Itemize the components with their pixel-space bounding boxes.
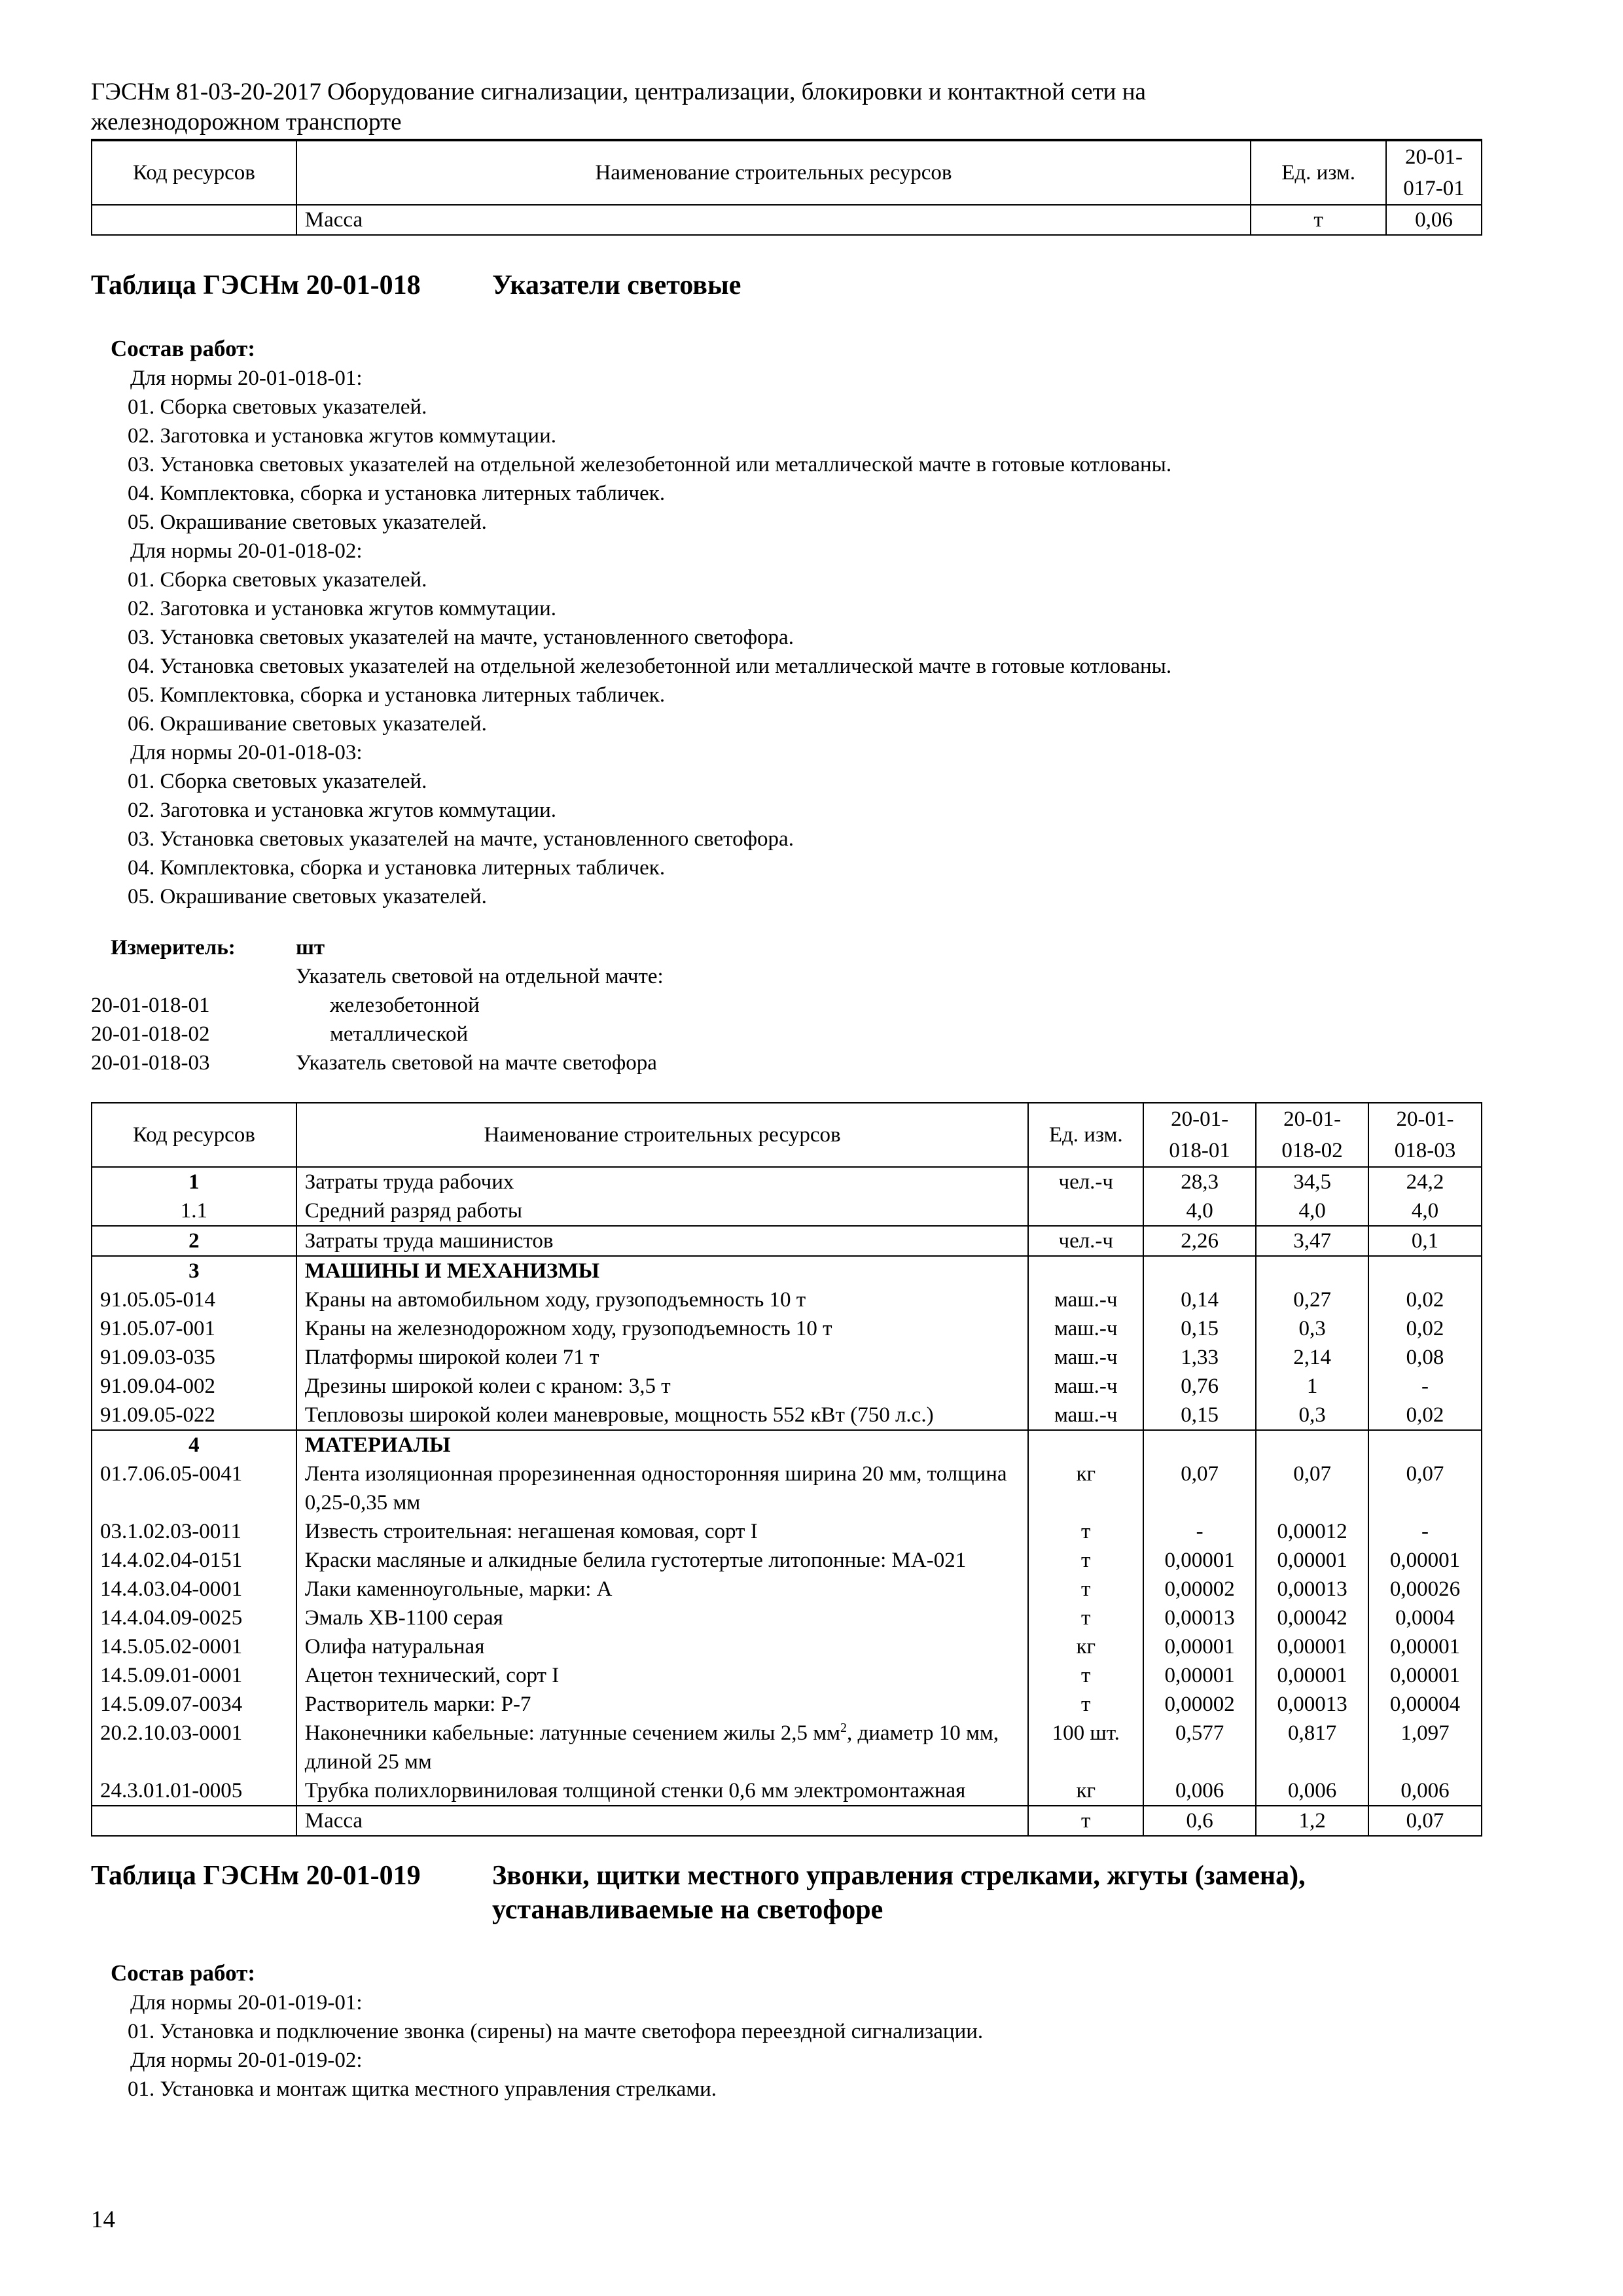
works-norm-heading: Для нормы 20-01-018-01: bbox=[130, 367, 363, 390]
cell-value-01: 4,0 bbox=[1143, 1196, 1256, 1226]
cell-code: 91.09.03-035 bbox=[92, 1343, 296, 1372]
table-row bbox=[92, 1460, 1482, 1517]
works-step: 01. Сборка световых указателей. bbox=[128, 568, 427, 592]
works-step: 03. Установка световых указателей на отдельной железобетонной или металлической мачте в готовые котлованы. bbox=[128, 453, 1172, 476]
cell-name: Известь строительная: негашеная комовая, сорт I bbox=[296, 1517, 1029, 1546]
table-018-resources bbox=[91, 1102, 1482, 1837]
cell-value-03: 0,07 bbox=[1368, 1806, 1482, 1836]
table-019-works-title: Состав работ: bbox=[111, 1960, 255, 1986]
cell-value-02: 1 bbox=[1256, 1372, 1368, 1401]
cell-code: 14.4.04.09-0025 bbox=[92, 1604, 296, 1632]
cell-value-02: 0,3 bbox=[1256, 1314, 1368, 1343]
cell-value-01 bbox=[1143, 1430, 1256, 1460]
table-row bbox=[92, 1661, 1482, 1690]
cell-unit: чел.-ч bbox=[1028, 1226, 1143, 1256]
cell-unit: т bbox=[1028, 1517, 1143, 1546]
table-018-measure-list bbox=[91, 962, 1482, 1077]
cell-code: 14.4.03.04-0001 bbox=[92, 1575, 296, 1604]
measure-text: Указатель световой на отдельной мачте: bbox=[296, 965, 664, 988]
col-header-norm-03: 20-01- 018-03 bbox=[1368, 1103, 1482, 1167]
cell-name: Затраты труда машинистов bbox=[296, 1226, 1029, 1256]
cell-value-03: - bbox=[1368, 1372, 1482, 1401]
cell-value-02: 2,14 bbox=[1256, 1343, 1368, 1372]
works-step: 03. Установка световых указателей на мачте, установленного светофора. bbox=[128, 626, 794, 649]
col-header-norm-02: 20-01- 018-02 bbox=[1256, 1103, 1368, 1167]
cell-name: Масса bbox=[296, 205, 1251, 235]
cell-name: Трубка полихлорвиниловая толщиной стенки 0,6 мм электромонтажная bbox=[296, 1776, 1029, 1806]
table-row bbox=[92, 1719, 1482, 1776]
table-row bbox=[92, 1806, 1482, 1836]
col-header-norm-01: 20-01- 018-01 bbox=[1143, 1103, 1256, 1167]
cell-value-02: 0,00001 bbox=[1256, 1661, 1368, 1690]
cell-code: 24.3.01.01-0005 bbox=[92, 1776, 296, 1806]
table-019-name-line-2: устанавливаемые на светофоре bbox=[492, 1895, 883, 1925]
cell-unit bbox=[1028, 1196, 1143, 1226]
header-line-1: ГЭСНм 81-03-20-2017 Оборудование сигнализации, централизации, блокировки и контактной сети на bbox=[91, 79, 1146, 105]
measure-line bbox=[91, 962, 1482, 991]
measure-line bbox=[91, 991, 1482, 1020]
cell-value-01: 0,00001 bbox=[1143, 1546, 1256, 1575]
cell-unit bbox=[1028, 1256, 1143, 1285]
table-019-works-list bbox=[91, 1988, 1482, 2104]
cell-unit: маш.-ч bbox=[1028, 1372, 1143, 1401]
cell-code: 03.1.02.03-0011 bbox=[92, 1517, 296, 1546]
measure-code: 20-01-018-01 bbox=[91, 994, 210, 1017]
cell-name: Эмаль ХВ-1100 серая bbox=[296, 1604, 1029, 1632]
cell-code: 14.5.09.01-0001 bbox=[92, 1661, 296, 1690]
cell-value-03: 1,097 bbox=[1368, 1719, 1482, 1776]
table-019-name-line-1: Звонки, щитки местного управления стрелками, жгуты (замена), bbox=[492, 1861, 1306, 1891]
cell-value-03: - bbox=[1368, 1517, 1482, 1546]
cell-value-01: 0,6 bbox=[1143, 1806, 1256, 1836]
cell-unit: маш.-ч bbox=[1028, 1285, 1143, 1314]
cell-code: 4 bbox=[92, 1430, 296, 1460]
measure-text: металлической bbox=[330, 1022, 469, 1046]
cell-code: 91.09.05-022 bbox=[92, 1401, 296, 1430]
col-header-code: Код ресурсов bbox=[92, 141, 296, 205]
cell-value-01: 1,33 bbox=[1143, 1343, 1256, 1372]
works-step: 01. Установка и монтаж щитка местного управления стрелками. bbox=[128, 2077, 717, 2101]
works-step: 05. Комплектовка, сборка и установка литерных табличек. bbox=[128, 683, 666, 707]
cell-code: 1.1 bbox=[92, 1196, 296, 1226]
col-header-unit: Ед. изм. bbox=[1028, 1103, 1143, 1167]
cell-value-02: 0,07 bbox=[1256, 1460, 1368, 1517]
table-row bbox=[92, 1343, 1482, 1372]
cell-value-02: 1,2 bbox=[1256, 1806, 1368, 1836]
cell-value-03: 0,006 bbox=[1368, 1776, 1482, 1806]
cell-unit: 100 шт. bbox=[1028, 1719, 1143, 1776]
cell-code: 14.5.05.02-0001 bbox=[92, 1632, 296, 1661]
col-header-name: Наименование строительных ресурсов bbox=[296, 141, 1251, 205]
measure-code bbox=[91, 962, 296, 991]
measure-line bbox=[91, 1020, 1482, 1049]
table-row bbox=[92, 1314, 1482, 1343]
table-row bbox=[92, 1546, 1482, 1575]
works-step: 05. Окрашивание световых указателей. bbox=[128, 885, 487, 908]
col-header-code: Код ресурсов bbox=[92, 1103, 296, 1167]
cell-name: Растворитель марки: Р-7 bbox=[296, 1690, 1029, 1719]
cell-unit: кг bbox=[1028, 1632, 1143, 1661]
cell-value-03: 0,02 bbox=[1368, 1314, 1482, 1343]
measure-code: 20-01-018-03 bbox=[91, 1051, 210, 1075]
col-header-unit: Ед. изм. bbox=[1251, 141, 1386, 205]
table-row bbox=[92, 1226, 1482, 1256]
cell-value-03: 0,00001 bbox=[1368, 1632, 1482, 1661]
works-step: 04. Комплектовка, сборка и установка литерных табличек. bbox=[128, 856, 666, 880]
cell-code: 91.05.07-001 bbox=[92, 1314, 296, 1343]
cell-unit: маш.-ч bbox=[1028, 1343, 1143, 1372]
measure-unit: шт bbox=[296, 936, 325, 960]
cell-value-02: 4,0 bbox=[1256, 1196, 1368, 1226]
cell-name: Средний разряд работы bbox=[296, 1196, 1029, 1226]
cell-code: 91.09.04-002 bbox=[92, 1372, 296, 1401]
works-step: 01. Сборка световых указателей. bbox=[128, 770, 427, 793]
cell-value-03: 0,02 bbox=[1368, 1401, 1482, 1430]
cell-unit: т bbox=[1028, 1661, 1143, 1690]
table-019-title bbox=[91, 1859, 1482, 1927]
cell-name: МАШИНЫ И МЕХАНИЗМЫ bbox=[296, 1256, 1029, 1285]
cell-value-02 bbox=[1256, 1256, 1368, 1285]
cell-value-01: 0,07 bbox=[1143, 1460, 1256, 1517]
cell-value-01: 0,00001 bbox=[1143, 1632, 1256, 1661]
measure-line bbox=[91, 1049, 1482, 1077]
table-row bbox=[92, 1372, 1482, 1401]
cell-name: Наконечники кабельные: латунные сечением жилы 2,5 $мм^2$, диаметр 10 мм, длиной 25 мм bbox=[296, 1719, 1029, 1776]
cell-value-02 bbox=[1256, 1430, 1368, 1460]
cell-name: Платформы широкой колеи 71 т bbox=[296, 1343, 1029, 1372]
cell-name: Масса bbox=[296, 1806, 1029, 1836]
cell-name: Краны на железнодорожном ходу, грузоподъемность 10 т bbox=[296, 1314, 1029, 1343]
cell-value-01: 28,3 bbox=[1143, 1167, 1256, 1196]
table-row bbox=[92, 1430, 1482, 1460]
cell-code: 14.4.02.04-0151 bbox=[92, 1546, 296, 1575]
cell-value-02: 0,00013 bbox=[1256, 1690, 1368, 1719]
works-norm-heading: Для нормы 20-01-019-01: bbox=[130, 1991, 363, 2015]
cell-value-03: 0,00001 bbox=[1368, 1546, 1482, 1575]
table-row bbox=[92, 1517, 1482, 1546]
cell-value-02: 0,00013 bbox=[1256, 1575, 1368, 1604]
cell-value-02: 0,817 bbox=[1256, 1719, 1368, 1776]
cell-name: Олифа натуральная bbox=[296, 1632, 1029, 1661]
cell-unit: т bbox=[1028, 1690, 1143, 1719]
cell-value-03: 0,00001 bbox=[1368, 1661, 1482, 1690]
cell-code: 1 bbox=[92, 1167, 296, 1196]
cell-code: 14.5.09.07-0034 bbox=[92, 1690, 296, 1719]
cell-value-02: 0,27 bbox=[1256, 1285, 1368, 1314]
table-018-title bbox=[91, 268, 1482, 302]
cell-value-03: 0,00004 bbox=[1368, 1690, 1482, 1719]
cell-value-01: 0,00013 bbox=[1143, 1604, 1256, 1632]
top-resources-table bbox=[91, 140, 1482, 236]
cell-value-01: 0,577 bbox=[1143, 1719, 1256, 1776]
cell-value-03 bbox=[1368, 1256, 1482, 1285]
works-norm-heading: Для нормы 20-01-018-02: bbox=[130, 539, 363, 563]
cell-value-01: 0,00002 bbox=[1143, 1690, 1256, 1719]
table-row bbox=[92, 1167, 1482, 1196]
table-row bbox=[92, 1690, 1482, 1719]
cell-value-01: 0,14 bbox=[1143, 1285, 1256, 1314]
cell-value-01 bbox=[1143, 1256, 1256, 1285]
works-step: 02. Заготовка и установка жгутов коммутации. bbox=[128, 597, 557, 620]
cell-code bbox=[92, 205, 296, 235]
cell-value-03: 0,08 bbox=[1368, 1343, 1482, 1372]
cell-name: Краски масляные и алкидные белила густотертые литопонные: МА-021 bbox=[296, 1546, 1029, 1575]
cell-value-02: 0,00001 bbox=[1256, 1632, 1368, 1661]
works-step: 06. Окрашивание световых указателей. bbox=[128, 712, 487, 736]
table-019-number: Таблица ГЭСНм 20-01-019 bbox=[91, 1861, 421, 1891]
cell-name: Дрезины широкой колеи с краном: 3,5 т bbox=[296, 1372, 1029, 1401]
cell-unit: чел.-ч bbox=[1028, 1167, 1143, 1196]
cell-value-02: 34,5 bbox=[1256, 1167, 1368, 1196]
table-row bbox=[92, 1632, 1482, 1661]
cell-unit: т bbox=[1028, 1806, 1143, 1836]
running-header bbox=[91, 77, 1482, 140]
cell-code: 3 bbox=[92, 1256, 296, 1285]
header-line-2: железнодорожном транспорте bbox=[91, 109, 402, 135]
cell-value-02: 0,006 bbox=[1256, 1776, 1368, 1806]
table-019-name bbox=[492, 1859, 1482, 1927]
cell-name: Лента изоляционная прорезиненная односторонняя ширина 20 мм, толщина 0,25-0,35 мм bbox=[296, 1460, 1029, 1517]
col-header-norm: 20-01- 017-01 bbox=[1386, 141, 1482, 205]
cell-value-01: 0,15 bbox=[1143, 1314, 1256, 1343]
cell-unit: т bbox=[1028, 1575, 1143, 1604]
table-018-body bbox=[92, 1167, 1482, 1836]
cell-value-03: 0,1 bbox=[1368, 1226, 1482, 1256]
works-step: 01. Установка и подключение звонка (сирены) на мачте светофора переездной сигнализации. bbox=[128, 2020, 984, 2043]
works-step: 02. Заготовка и установка жгутов коммутации. bbox=[128, 798, 557, 822]
table-018-works-list bbox=[91, 364, 1482, 911]
table-row bbox=[92, 1256, 1482, 1285]
works-step: 05. Окрашивание световых указателей. bbox=[128, 511, 487, 534]
table-018-name: Указатели световые bbox=[492, 270, 741, 300]
cell-code: 20.2.10.03-0001 bbox=[92, 1719, 296, 1776]
cell-unit: кг bbox=[1028, 1776, 1143, 1806]
table-018-number: Таблица ГЭСНм 20-01-018 bbox=[91, 270, 421, 300]
cell-unit: т bbox=[1028, 1546, 1143, 1575]
table-row bbox=[92, 1604, 1482, 1632]
col-header-name: Наименование строительных ресурсов bbox=[296, 1103, 1029, 1167]
cell-value-01: 0,00002 bbox=[1143, 1575, 1256, 1604]
cell-value-02: 0,00001 bbox=[1256, 1546, 1368, 1575]
cell-code bbox=[92, 1806, 296, 1836]
works-norm-heading: Для нормы 20-01-018-03: bbox=[130, 741, 363, 764]
cell-value-03: 4,0 bbox=[1368, 1196, 1482, 1226]
measure-text: Указатель световой на мачте светофора bbox=[296, 1051, 657, 1075]
cell-value-03: 0,0004 bbox=[1368, 1604, 1482, 1632]
table-row bbox=[92, 1285, 1482, 1314]
page-number: 14 bbox=[91, 2206, 115, 2233]
cell-value-03 bbox=[1368, 1430, 1482, 1460]
cell-unit bbox=[1028, 1430, 1143, 1460]
works-step: 03. Установка световых указателей на мачте, установленного светофора. bbox=[128, 827, 794, 851]
cell-value: 0,06 bbox=[1386, 205, 1482, 235]
cell-value-03: 0,07 bbox=[1368, 1460, 1482, 1517]
measure-label: Измеритель: bbox=[111, 936, 236, 960]
cell-code: 2 bbox=[92, 1226, 296, 1256]
cell-name: Ацетон технический, сорт I bbox=[296, 1661, 1029, 1690]
measure-code: 20-01-018-02 bbox=[91, 1022, 210, 1046]
cell-value-02: 3,47 bbox=[1256, 1226, 1368, 1256]
cell-unit: т bbox=[1251, 205, 1386, 235]
cell-value-01: 2,26 bbox=[1143, 1226, 1256, 1256]
cell-value-01: - bbox=[1143, 1517, 1256, 1546]
cell-code: 01.7.06.05-0041 bbox=[92, 1460, 296, 1517]
cell-value-01: 0,15 bbox=[1143, 1401, 1256, 1430]
cell-unit: т bbox=[1028, 1604, 1143, 1632]
table-row bbox=[92, 1776, 1482, 1806]
cell-value-03: 0,00026 bbox=[1368, 1575, 1482, 1604]
cell-unit: кг bbox=[1028, 1460, 1143, 1517]
cell-value-01: 0,76 bbox=[1143, 1372, 1256, 1401]
table-row bbox=[92, 1575, 1482, 1604]
measure-text: железобетонной bbox=[330, 994, 480, 1017]
cell-name: Затраты труда рабочих bbox=[296, 1167, 1029, 1196]
works-step: 02. Заготовка и установка жгутов коммутации. bbox=[128, 424, 557, 448]
document-page bbox=[91, 77, 1482, 2104]
table-018-works-title: Состав работ: bbox=[111, 336, 255, 361]
table-018-measure bbox=[91, 933, 1482, 962]
works-step: 01. Сборка световых указателей. bbox=[128, 395, 427, 419]
cell-value-03: 0,02 bbox=[1368, 1285, 1482, 1314]
works-step: 04. Установка световых указателей на отдельной железобетонной или металлической мачте в готовые котлованы. bbox=[128, 655, 1172, 678]
table-row bbox=[92, 1401, 1482, 1430]
cell-unit: маш.-ч bbox=[1028, 1314, 1143, 1343]
works-step: 04. Комплектовка, сборка и установка литерных табличек. bbox=[128, 482, 666, 505]
cell-unit: маш.-ч bbox=[1028, 1401, 1143, 1430]
cell-name: Лаки каменноугольные, марки: А bbox=[296, 1575, 1029, 1604]
cell-name: Краны на автомобильном ходу, грузоподъемность 10 т bbox=[296, 1285, 1029, 1314]
cell-value-01: 0,00001 bbox=[1143, 1661, 1256, 1690]
cell-name: Тепловозы широкой колеи маневровые, мощность 552 кВт (750 л.с.) bbox=[296, 1401, 1029, 1430]
cell-value-03: 24,2 bbox=[1368, 1167, 1482, 1196]
cell-value-01: 0,006 bbox=[1143, 1776, 1256, 1806]
cell-value-02: 0,3 bbox=[1256, 1401, 1368, 1430]
cell-code: 91.05.05-014 bbox=[92, 1285, 296, 1314]
table-row bbox=[92, 1196, 1482, 1226]
cell-value-02: 0,00012 bbox=[1256, 1517, 1368, 1546]
cell-value-02: 0,00042 bbox=[1256, 1604, 1368, 1632]
works-norm-heading: Для нормы 20-01-019-02: bbox=[130, 2049, 363, 2072]
cell-name: МАТЕРИАЛЫ bbox=[296, 1430, 1029, 1460]
